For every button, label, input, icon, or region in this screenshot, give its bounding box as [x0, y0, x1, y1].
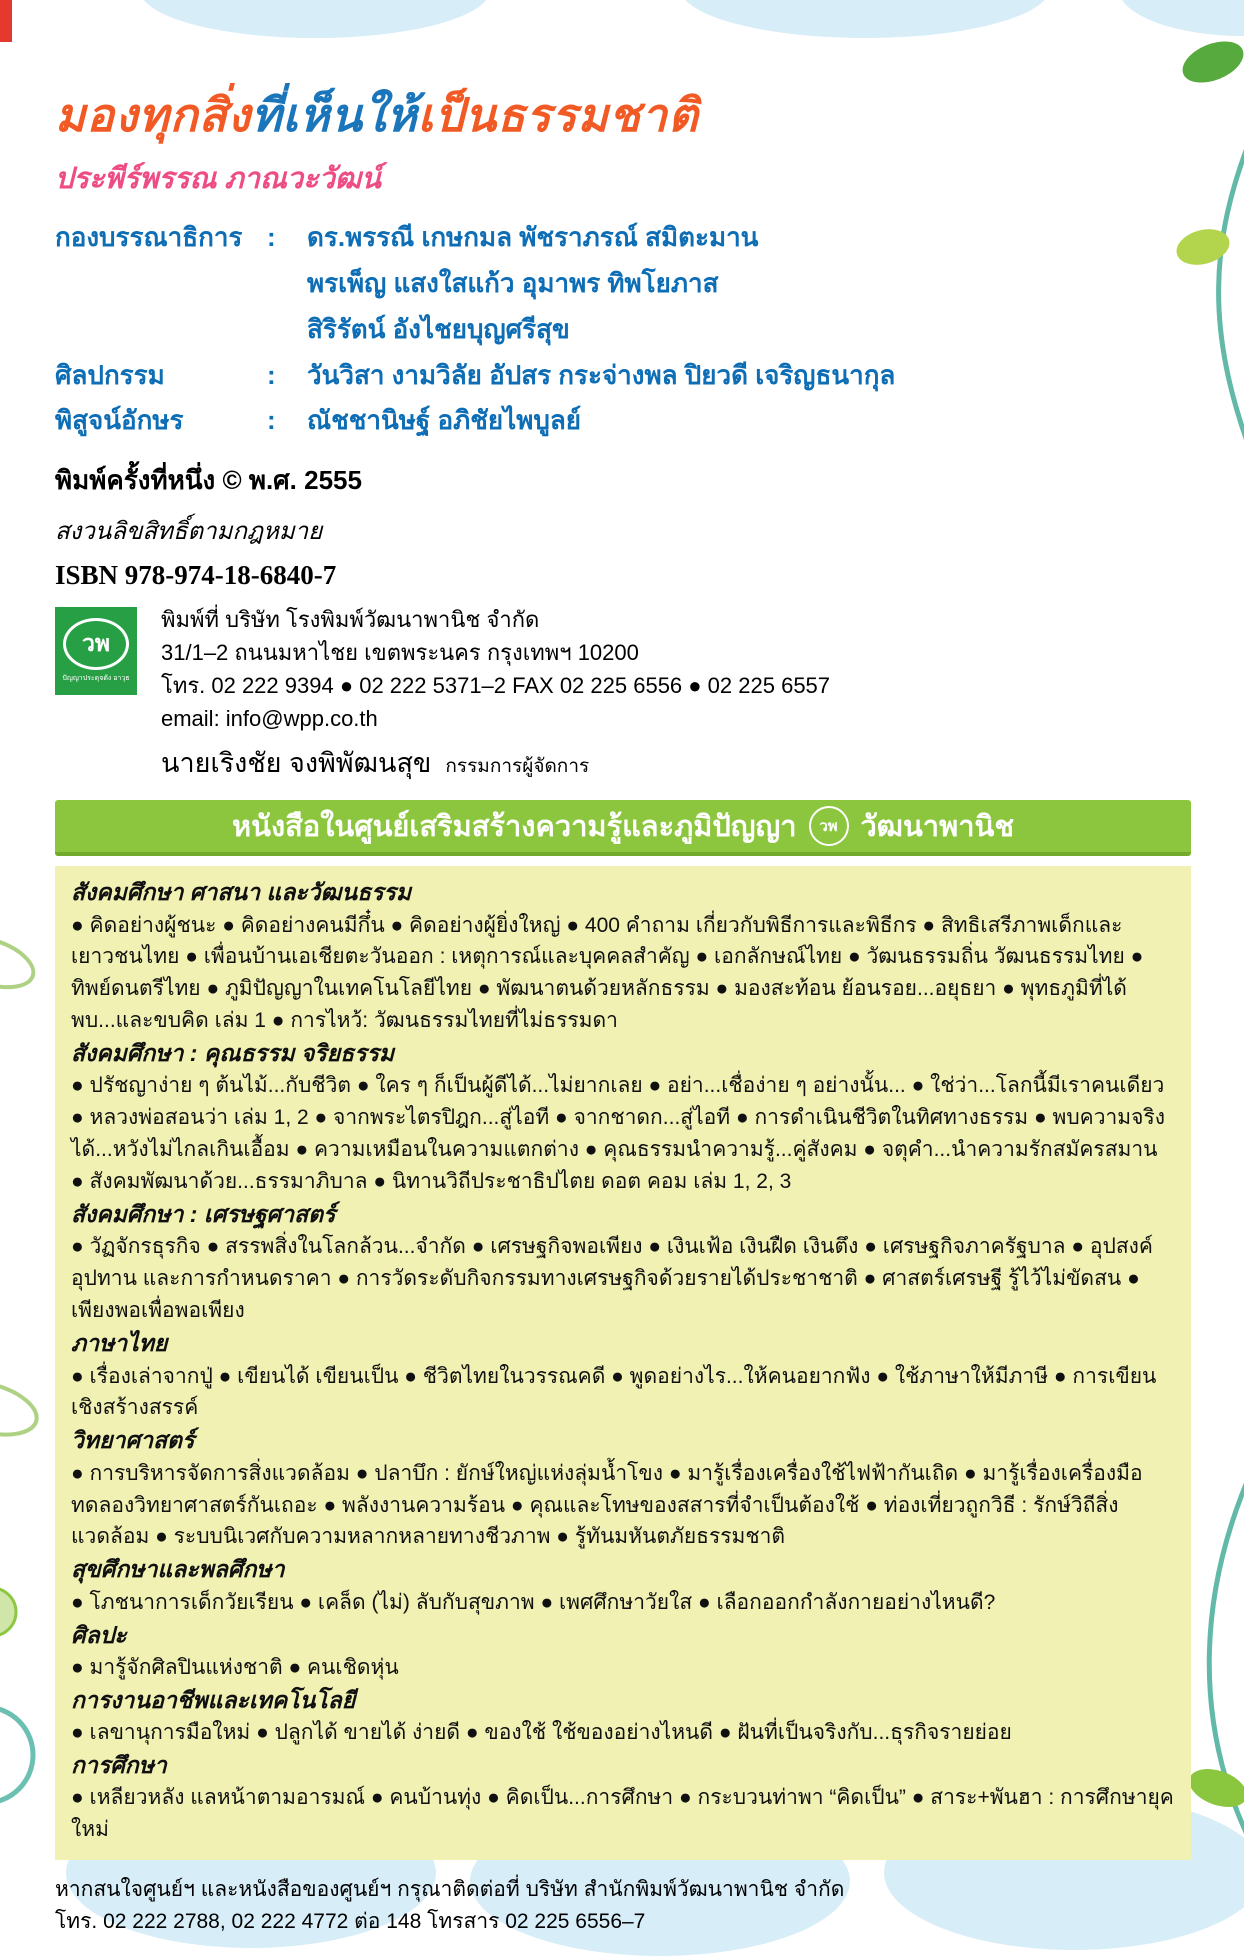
book-title-part: เป็นธรรมชาติ: [417, 89, 699, 141]
isbn: ISBN 978-974-18-6840-7: [55, 560, 337, 591]
catalog-section-items: ● เหลียวหลัง แลหน้าตามอารมณ์ ● คนบ้านทุ่ง ● คิดเป็น...การศึกษา ● กระบวนท่าพา “คิดเป็น” ● สาระ+พันฮา : การศึกษายุคใหม่: [71, 1786, 1174, 1842]
managing-director-name: นายเริงชัย จงพิพัฒนสุข: [161, 748, 432, 779]
managing-director-title: กรรมการผู้จัดการ: [445, 756, 590, 778]
credit-colon: :: [267, 222, 276, 253]
catalog-section-items: ● เรื่องเล่าจากปู่ ● เขียนได้ เขียนเป็น ● ชีวิตไทยในวรรณคดี ● พูดอย่างไร...ให้คนอยากฟัง ● ใช้ภาษาให้มีภาษี ● การเขียนเชิงสร้างสรรค์: [71, 1364, 1157, 1420]
leaf-outline-icon: [0, 1588, 16, 1636]
vine-icon: [1209, 1470, 1244, 1845]
catalog-section-items: ● โภชนาการเด็กวัยเรียน ● เคล็ด (ไม่) ลับกับสุขภาพ ● เพศศึกษาวัยใส ● เลือกออกกำลังกายอย่างไหนดี?: [71, 1590, 996, 1614]
cloud-decoration: [140, 0, 490, 38]
managing-director-row: [161, 741, 830, 784]
ring-decoration-icon: [0, 1707, 33, 1803]
publisher-name-line: พิมพ์ที่ บริษัท โรงพิมพ์วัฒนาพานิช จำกัด: [161, 607, 540, 633]
credit-colon: :: [267, 359, 276, 390]
publisher-logo-monogram: วพ: [63, 618, 129, 670]
catalog-section-header: การงานอาชีพและเทคโนโลยี: [71, 1686, 356, 1713]
cloud-decoration: [680, 0, 1050, 38]
credit-values: [307, 404, 1191, 438]
credit-colon: :: [267, 405, 276, 436]
credit-values: [307, 221, 1191, 346]
leaf-outline-icon: [0, 927, 40, 997]
credit-row-art: [55, 359, 1191, 393]
catalog-section-header: การศึกษา: [71, 1752, 167, 1779]
knowledge-center-banner: [55, 800, 1191, 856]
credit-role-label: กองบรรณาธิการ: [55, 222, 243, 253]
leaf-outline-icon: [0, 1372, 43, 1444]
credits-section: [55, 221, 1191, 438]
publisher-logo-motto: ปัญญาประดุจดัง อาวุธ: [62, 675, 130, 683]
credit-row-proofreading: [55, 404, 1191, 438]
wpp-logo-icon: วพ: [809, 806, 849, 846]
footer-contact: [55, 1874, 1191, 1937]
leaf-icon: [1177, 33, 1244, 90]
banner-text-right: วัฒนาพานิช: [860, 811, 1014, 844]
catalog-section-items: ● การบริหารจัดการสิ่งแวดล้อม ● ปลาบึก : ยักษ์ใหญ่แห่งลุ่มน้ำโขง ● มารู้เรื่องเครื่องใช้ไฟฟ้ากันเถิด ● มารู้เรื่องเครื่องมือทดลองวิทยาศาสตร์กันเถอะ ● พลังงานความร้อน ● คุณและโทษของสสารที่จำเป็นต้องใช้ ● ท่องเที่ยวถูกวิธี : รักษ์วิถีสิ่งแวดล้อม ● ระบบนิเวศกับความหลากหลายทางชีวภาพ ● รู้ทันมหันตภัยธรรมชาติ: [71, 1461, 1143, 1549]
vine-icon: [1219, 135, 1244, 455]
catalog-section-header: ภาษาไทย: [71, 1330, 168, 1357]
publisher-section: [55, 603, 1191, 784]
catalog-section-items: ● มารู้จักศิลปินแห่งชาติ ● คนเชิดหุ่น: [71, 1655, 399, 1679]
credit-row-editorial-board: [55, 221, 1191, 346]
catalog-section-header: สุขศึกษาและพลศึกษา: [71, 1556, 285, 1583]
banner-text-left: หนังสือในศูนย์เสริมสร้างความรู้และภูมิปัญญา: [232, 811, 797, 844]
publisher-phone-line: โทร. 02 222 9394 ● 02 222 5371–2 FAX 02 225 6556 ● 02 225 6557: [161, 673, 831, 699]
catalog-section-items: ● ปรัชญาง่าย ๆ ต้นไม้...กับชีวิต ● ใคร ๆ ก็เป็นผู้ดีได้...ไม่ยากเลย ● อย่า...เชื่อง่าย ๆ อย่างนั้น... ● ใช่ว่า...โลกนี้มีเราคนเดียว ● หลวงพ่อสอนว่า เล่ม 1, 2 ● จากพระไตรปิฎก...สู่ไอที ● จากชาดก...สู่ไอที ● การดำเนินชีวิตในทิศทางธรรม ● พบความจริงได้...หวังไม่ไกลเกินเอื้อม ● ความเหมือนในความแตกต่าง ● คุณธรรมนำความรู้...คู่สังคม ● จตุคำ...นำความรักสมัครสมาน ● สังคมพัฒนาด้วย...ธรรมาภิบาล ● นิทานวิถีประชาธิปไตย ดอต คอม เล่ม 1, 2, 3: [71, 1074, 1165, 1194]
credit-name-line: วันวิสา งามวิลัย อัปสร กระจ่างพล ปิยวดี เจริญธนากุล: [307, 359, 896, 390]
copyright-statement: สงวนลิขสิทธิ์ตามกฎหมาย: [55, 518, 323, 546]
credit-name-line: สิริรัตน์ อังไชยบุญศรีสุข: [307, 313, 570, 344]
edition-section: [55, 460, 1191, 591]
catalog-section-header: สังคมศึกษา ศาสนา และวัฒนธรรม: [71, 879, 411, 906]
credit-name-line: ณัชชานิษฐ์ อภิชัยไพบูลย์: [307, 405, 582, 436]
catalog-section-items: ● วัฏจักรธุรกิจ ● สรรพสิ่งในโลกล้วน...จำกัด ● เศรษฐกิจพอเพียง ● เงินเฟ้อ เงินฝืด เงินตึง ● เศรษฐกิจภาครัฐบาล ● อุปสงค์ อุปทาน และการกำหนดราคา ● การวัดระดับกิจกรรมทางเศรษฐกิจด้วยรายได้ประชาชาติ ● ศาสตร์เศรษฐี รู้ไว้ไม่ขัดสน ● เพียงพอเพื่อพอเพียง: [71, 1235, 1153, 1323]
author-name: ประพีร์พรรณ ภาณวะวัฒน์: [55, 163, 381, 196]
catalog-section-header: สังคมศึกษา : เศรษฐศาสตร์: [71, 1201, 336, 1228]
printing-statement: พิมพ์ครั้งที่หนึ่ง © พ.ศ. 2555: [55, 465, 362, 496]
footer-contact-line: หากสนใจศูนย์ฯ และหนังสือของศูนย์ฯ กรุณาติดต่อที่ บริษัท สำนักพิมพ์วัฒนาพานิช จำกัด: [55, 1878, 845, 1902]
credit-name-line: ดร.พรรณี เกษกมล พัชราภรณ์ สมิตะมาน: [307, 222, 759, 253]
catalog-section-header: วิทยาศาสตร์: [71, 1427, 195, 1454]
catalog-section-items: ● เลขานุการมือใหม่ ● ปลูกได้ ขายได้ ง่ายดี ● ของใช้ ใช้ของอย่างไหนดี ● ฝันที่เป็นจริงกับ...ธุรกิจรายย่อย: [71, 1721, 1012, 1745]
red-corner-mark: [0, 0, 12, 42]
footer-phone-line: โทร. 02 222 2788, 02 222 4772 ต่อ 148 โทรสาร 02 225 6556–7: [55, 1909, 646, 1933]
book-catalog-box: [55, 866, 1191, 1860]
book-title-part: มองทุกสิ่ง: [55, 89, 252, 141]
cloud-decoration: [1118, 0, 1244, 36]
publisher-email-line: email: info@wpp.co.th: [161, 706, 378, 732]
catalog-section-header: สังคมศึกษา : คุณธรรม จริยธรรม: [71, 1040, 395, 1067]
book-title: [55, 88, 1191, 143]
credit-role-label: ศิลปกรรม: [55, 359, 165, 390]
leaf-icon: [1184, 1762, 1244, 1814]
credit-name-line: พรเพ็ญ แสงใสแก้ว อุมาพร ทิพโยภาส: [307, 267, 719, 298]
page-content: [55, 88, 1191, 1937]
catalog-section-header: ศิลปะ: [71, 1621, 127, 1648]
publisher-info: [161, 603, 830, 784]
book-title-part: ที่เห็นให้: [251, 89, 418, 141]
catalog-section-items: ● คิดอย่างผู้ชนะ ● คิดอย่างคนมีกึ๋น ● คิดอย่างผู้ยิ่งใหญ่ ● 400 คำถาม เกี่ยวกับพิธีการและพิธีกร ● สิทธิเสรีภาพเด็กและเยาวชนไทย ● เพื่อนบ้านเอเชียตะวันออก : เหตุการณ์และบุคคลสำคัญ ● เอกลักษณ์ไทย ● วัฒนธรรมถิ่น วัฒนธรรมไทย ● ทิพย์ดนตรีไทย ● ภูมิปัญญาในเทคโนโลยีไทย ● พัฒนาตนด้วยหลักธรรม ● มองสะท้อน ย้อนรอย...อยุธยา ● พุทธภูมิที่ได้พบ...และขบคิด เล่ม 1 ● การไหว้: วัฒนธรรมไทยที่ไม่ธรรมดา: [71, 913, 1144, 1033]
publisher-address-line: 31/1–2 ถนนมหาไชย เขตพระนคร กรุงเทพฯ 10200: [161, 640, 639, 666]
credit-values: [307, 359, 1191, 393]
publisher-logo: [55, 607, 137, 695]
credit-role-label: พิสูจน์อักษร: [55, 405, 184, 436]
